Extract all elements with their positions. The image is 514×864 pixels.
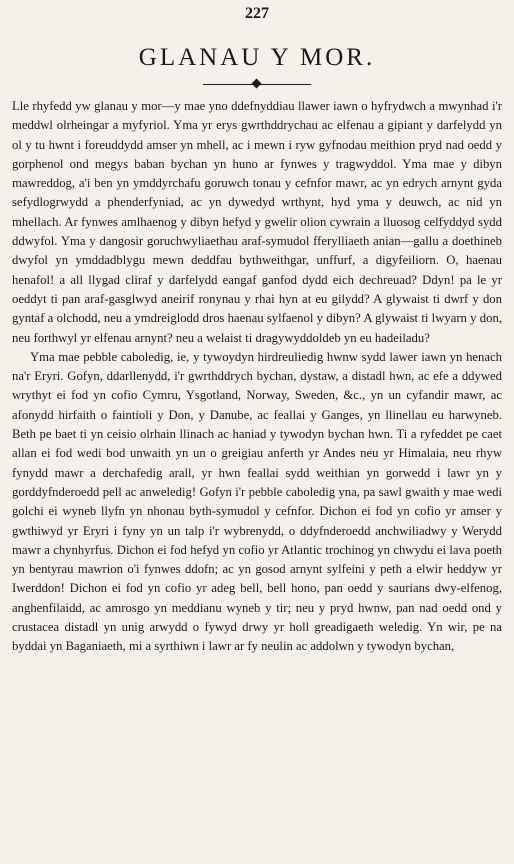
divider-ornament-icon [252, 79, 262, 89]
article-body [12, 97, 502, 657]
page-number: 227 [245, 5, 269, 22]
paragraph-2: Yma mae pebble caboledig, ie, y tywoydyn hirdreuliedig hwnw sydd lawer iawn yn henach na'r Eryri. Gofyn, ddarllenydd, i'r gwrthddrych bychan, dystaw, a distadl hwn, ac efe a ddywed wrythyt ei fod yn cofio Cymru, Ysgotland, Norway, Sweden, &c., yn un cyfandir mawr, ac afonydd hirfaith o faintioli y Don, y Danube, ac feallai y Ganges, yn llinellau eu harwyneb. Beth pe baet ti yn ceisio olrhain llinach ac haniad y tywodyn bychan hwn. Ti a ryfeddet pe caet allan ei fod wedi bod unwaith yn un o greigiau anferth yr Andes neu yr Himalaia, neu rhyw fynydd mawr a derchafedig arall, yr hwn feallai sydd weithian yn gorwedd i lawr yn y gorddyfnderoedd pell ac anweledig! Gofyn i'r pebble caboledig yna, pa sawl gwaith y mae wedi golchi ei wyneb llyfn yn nhonau byth-symudol y cefnfor. Dichon ei fod yn cofio yr amser y gwthiwyd yr Eryri i fyny yn un talp i'r wybrenydd, o ddyfnderoedd anchwiliadwy y Werydd mawr a chynhyrfus. Dichon ei fod hefyd yn cofio yr Atlantic trochinog yn chwydu ei lava poeth yn bentyrau mawrion o'i fynwes ddofn; ac yn gosod arnynt sylfeini y peth a elwir heddyw yr Iwerddon! Dichon ei fod yn cofio yr adeg bell, bell hono, pan oedd y saurians dwy-elfenog, anghenfilaidd, ac amrosgo yn meddianu wyneb y tir; neu y pryd hwnw, pan nad oedd ond y crustacea distadl yn unig arwydd o fywyd drwy yr holl greadigaeth weledig. Yn wir, pe na byddai yn Baganiaeth, mi a syrthiwn i lawr ar fy neulin ac addolwn y tywodyn bychan, [12, 349, 502, 654]
paragraph-1: Lle rhyfedd yw glanau y mor—y mae yno ddefnyddiau llawer iawn o hyfrydwch a mwynhad i'r meddwl olrheingar a myfyriol. Yma yr erys gwrthddrychau ac elfenau a gipiant y darfelydd yn ol y tu hwnt i foreuddydd amser yn mhell, ac i mewn i ryw gyfnodau meithion pryd nad oedd y gorphenol ond megys baban bychan yn huno ar fynwes y tragwyddol. Yma mae y dibyn mawreddog, a'i ben yn ymddyrchafu goruwch tonau y cefnfor mawr, ac yn edrych arnynt gyda sefydlogrwydd a phenderfyniad, ac yn dywedyd wrthynt, hyd yma y deuwch, ac nid yn mhellach. Ar fynwes amlhaenog y dibyn hefyd y gwelir olion cywrain a lluosog celfyddyd sydd ddwyfol. Yma y dangosir goruchwyliaethau araf-symudol fferylliaeth anian—gallu a doethineb dwyfol yn ymddadblygu mewn deddfau bythweithgar, unffurf, a digyfeiliorn. O, haenau henafol! a all llygad cliraf y darfelydd eangaf ganfod dydd eich dechreuad? Ddyn! pa le yr oeddyt ti pan araf-gasglwyd aneirif ronynau y rhai hyn at eu gilydd? A glywaist ti dwrf y don gyntaf a olchodd, neu a ymdreiglodd dros haenau sylfaenol y dibyn? A glywaist ti lwyarn y don, neu forthwyl yr elfenau arnynt? neu a welaist ti dragywyddoldeb yn eu hadeiladu? [12, 99, 502, 345]
page-title: GLANAU Y MOR. [138, 44, 376, 71]
